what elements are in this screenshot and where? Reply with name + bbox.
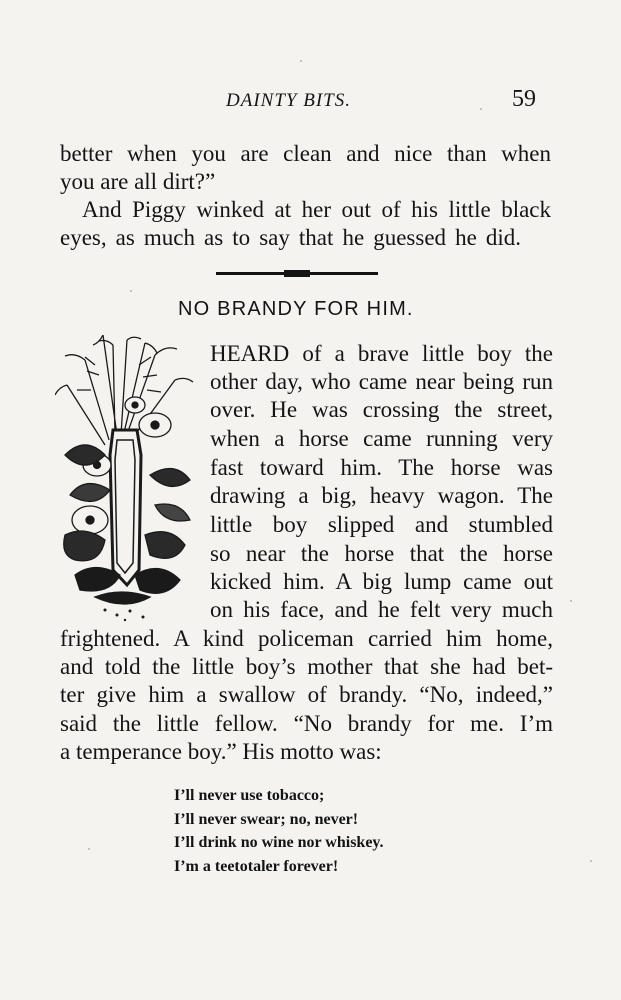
story-line-13: ter give him a swallow of brandy. “No, indeed,” [60, 682, 553, 707]
floral-shield-engraving-icon [55, 335, 200, 623]
intro-line-2: you are all dirt?” [60, 169, 216, 194]
story-line-10: on his face, and he felt very much [210, 597, 553, 622]
motto-line-3: I’ll drink no wine nor whiskey. [174, 834, 384, 851]
story-line-9: kicked him. A big lump came out [210, 569, 553, 594]
section-divider [216, 272, 378, 275]
page-number: 59 [512, 86, 536, 112]
paper-speck [130, 290, 132, 292]
paper-speck [88, 848, 90, 850]
story-line-1: HEARD of a brave little boy the [210, 341, 553, 366]
paper-speck [570, 600, 572, 602]
paper-speck [590, 860, 592, 862]
motto-line-1: I’ll never use tobacco; [174, 787, 325, 804]
intro-line-3: And Piggy winked at her out of his little black [82, 197, 551, 222]
story-line-12: and told the little boy’s mother that she had bet- [60, 654, 553, 679]
story-line-14: said the little fellow. “No brandy for me. I’m [60, 711, 553, 736]
motto-poem [174, 784, 384, 878]
paper-speck [480, 108, 482, 110]
story-line-11: frightened. A kind policeman carried him home, [60, 626, 553, 651]
motto-line-4: I’m a teetotaler forever! [174, 857, 339, 875]
story-line-3: over. He was crossing the street, [210, 397, 553, 422]
story-line-5: fast toward him. The horse was [210, 455, 553, 480]
intro-line-1: better when you are clean and nice than when [60, 141, 551, 166]
running-head: DAINTY BITS. [226, 90, 351, 111]
motto-line-2: I’ll never swear; no, never! [174, 810, 359, 828]
story-line-4: when a horse came running very [210, 426, 553, 451]
story-line-8: so near the horse that the horse [210, 541, 553, 566]
story-line-2: other day, who came near being run [210, 369, 553, 394]
paper-speck [300, 60, 302, 62]
story-line-15: a temperance boy.” His motto was: [60, 739, 382, 764]
story-heading: NO BRANDY FOR HIM. [178, 298, 414, 320]
story-line-7: little boy slipped and stumbled [210, 512, 553, 537]
story-line-6: drawing a big, heavy wagon. The [210, 483, 553, 508]
intro-line-4: eyes, as much as to say that he guessed he did. [60, 225, 521, 250]
